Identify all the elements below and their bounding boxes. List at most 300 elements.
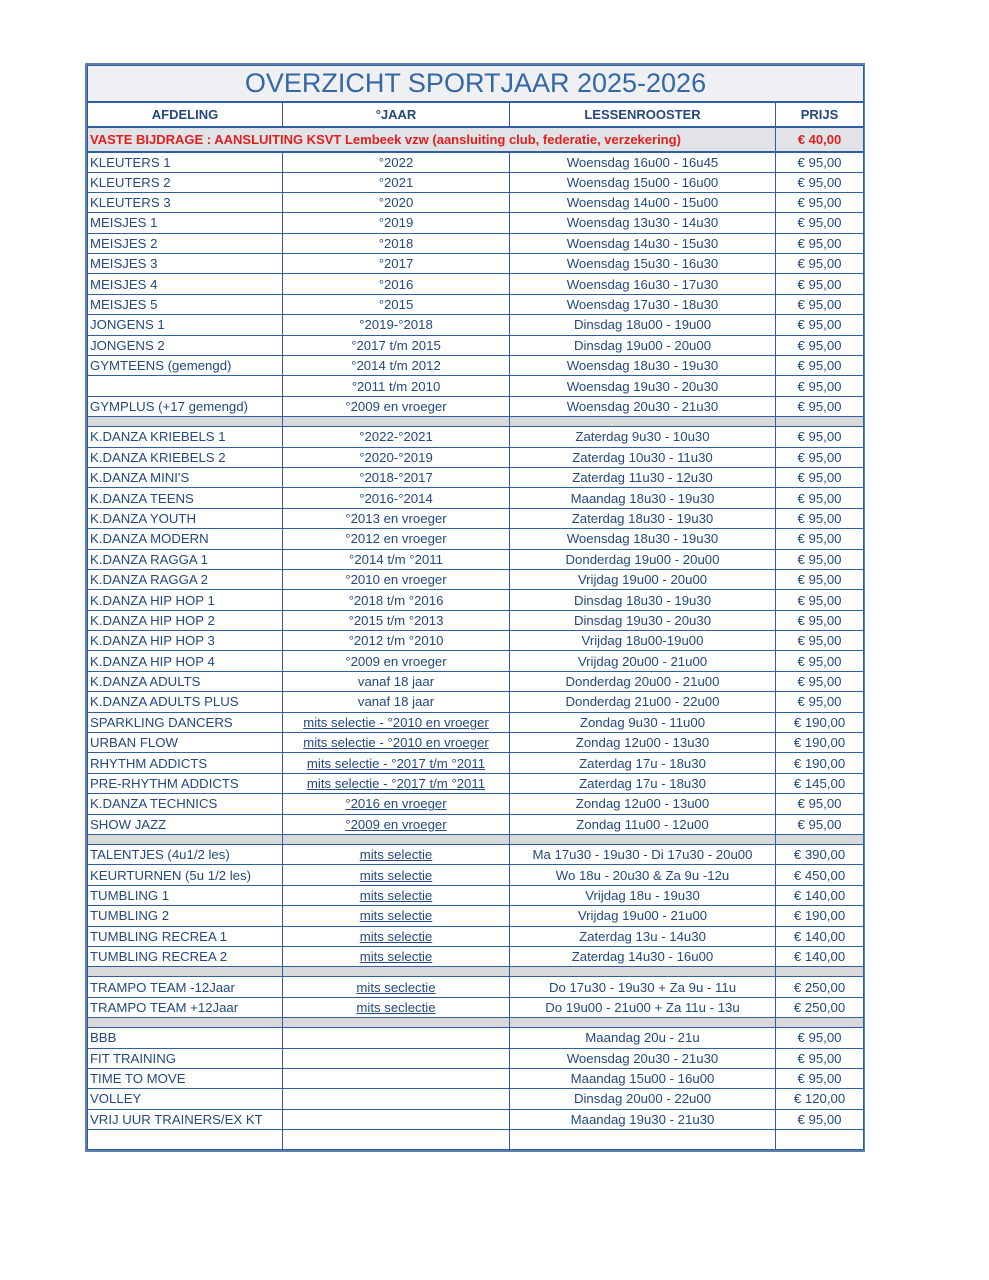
lessenrooster-cell-text: Ma 17u30 - 19u30 - Di 17u30 - 20u00 — [532, 847, 753, 863]
afdeling-cell-text: K.DANZA KRIEBELS 2 — [90, 449, 226, 465]
lessenrooster-cell — [510, 447, 776, 467]
lessenrooster-cell-text: Donderdag 20u00 - 21u00 — [565, 674, 720, 690]
lessenrooster-cell-text: Woensdag 14u30 - 15u30 — [566, 235, 719, 251]
lessenrooster-cell — [510, 488, 776, 508]
afdeling-cell-text: JONGENS 2 — [90, 337, 165, 353]
jaar-cell — [283, 773, 510, 793]
table-row — [88, 671, 864, 691]
afdeling-cell-text: K.DANZA HIP HOP 3 — [90, 633, 215, 649]
lessenrooster-cell — [510, 1109, 776, 1129]
jaar-cell-text: °2017 — [378, 256, 414, 272]
afdeling-cell-text: K.DANZA KRIEBELS 1 — [90, 429, 226, 445]
lessenrooster-cell — [510, 467, 776, 487]
jaar-cell — [283, 172, 510, 192]
table-row — [88, 1109, 864, 1129]
afdeling-cell — [88, 376, 283, 396]
jaar-cell — [283, 213, 510, 233]
separator-cell — [88, 835, 283, 845]
lessenrooster-cell-text: Do 19u00 - 21u00 + Za 11u - 13u — [545, 999, 740, 1015]
afdeling-cell-text: GYMTEENS (gemengd) — [90, 358, 232, 374]
table-row — [88, 396, 864, 416]
afdeling-cell-text: K.DANZA RAGGA 1 — [90, 551, 208, 567]
afdeling-cell-text: JONGENS 1 — [90, 317, 165, 333]
prijs-cell — [776, 651, 864, 671]
afdeling-cell-text: K.DANZA MODERN — [90, 531, 209, 547]
lessenrooster-cell — [510, 172, 776, 192]
prijs-cell-text: € 95,00 — [797, 510, 842, 526]
lessenrooster-cell-text: Dinsdag 20u00 - 22u00 — [573, 1091, 712, 1107]
separator-cell — [283, 1018, 510, 1028]
jaar-cell-text: vanaf 18 jaar — [357, 674, 435, 690]
table-row — [88, 315, 864, 335]
lessenrooster-cell — [510, 753, 776, 773]
header-jaar: °JAAR — [283, 102, 510, 127]
table-row — [88, 172, 864, 192]
title-row — [88, 66, 864, 102]
lessenrooster-cell — [510, 315, 776, 335]
afdeling-cell — [88, 1048, 283, 1068]
prijs-cell — [776, 610, 864, 630]
lessenrooster-cell-text: Woensdag 16u30 - 17u30 — [566, 276, 719, 292]
afdeling-cell — [88, 997, 283, 1017]
empty-cell — [776, 1130, 864, 1150]
jaar-cell — [283, 488, 510, 508]
lessenrooster-cell — [510, 335, 776, 355]
lessenrooster-cell — [510, 610, 776, 630]
lessenrooster-cell — [510, 529, 776, 549]
table-row — [88, 753, 864, 773]
jaar-cell-text: °2021 — [378, 174, 414, 190]
prijs-cell — [776, 529, 864, 549]
afdeling-cell — [88, 233, 283, 253]
prijs-cell — [776, 152, 864, 173]
lessenrooster-cell-text: Maandag 19u30 - 21u30 — [570, 1111, 715, 1127]
lessenrooster-cell — [510, 508, 776, 528]
jaar-cell-text: °2012 en vroeger — [345, 531, 447, 547]
lessenrooster-cell-text: Vrijdag 18u00-19u00 — [581, 633, 704, 649]
prijs-cell — [776, 1109, 864, 1129]
prijs-cell-text: € 190,00 — [793, 755, 846, 771]
table-row — [88, 508, 864, 528]
lessenrooster-cell — [510, 977, 776, 997]
lessenrooster-cell-text: Donderdag 19u00 - 20u00 — [565, 551, 720, 567]
lessenrooster-cell — [510, 549, 776, 569]
jaar-cell — [283, 376, 510, 396]
lessenrooster-cell-text: Zaterdag 18u30 - 19u30 — [571, 510, 714, 526]
table-row — [88, 356, 864, 376]
prijs-cell — [776, 356, 864, 376]
afdeling-cell — [88, 569, 283, 589]
table-row — [88, 712, 864, 732]
afdeling-cell-text: TRAMPO TEAM +12Jaar — [90, 999, 239, 1015]
jaar-cell — [283, 885, 510, 905]
afdeling-cell — [88, 946, 283, 966]
jaar-cell-text: °2020-°2019 — [359, 449, 433, 465]
afdeling-cell-text: RHYTHM ADDICTS — [90, 755, 208, 771]
prijs-cell-text: € 95,00 — [797, 174, 842, 190]
afdeling-cell — [88, 529, 283, 549]
prijs-cell — [776, 1089, 864, 1109]
afdeling-cell-text: BBB — [90, 1030, 117, 1046]
afdeling-cell-text: MEISJES 2 — [90, 235, 158, 251]
lessenrooster-cell — [510, 885, 776, 905]
afdeling-cell-text: KEURTURNEN (5u 1/2 les) — [90, 867, 251, 883]
prijs-cell-text: € 140,00 — [793, 949, 846, 965]
jaar-cell — [283, 671, 510, 691]
jaar-cell-text: mits selectie — [359, 867, 433, 883]
lessenrooster-cell — [510, 651, 776, 671]
jaar-cell-text: °2013 en vroeger — [345, 510, 447, 526]
prijs-cell — [776, 1028, 864, 1048]
separator-cell — [776, 417, 864, 427]
lessenrooster-cell — [510, 906, 776, 926]
prijs-cell-text: € 250,00 — [793, 979, 846, 995]
lessenrooster-cell-text: Woensdag 16u00 - 16u45 — [566, 154, 719, 170]
table-row — [88, 294, 864, 314]
prijs-cell — [776, 997, 864, 1017]
afdeling-cell — [88, 1028, 283, 1048]
jaar-cell-text: mits selectie — [359, 847, 433, 863]
jaar-cell — [283, 946, 510, 966]
afdeling-cell — [88, 427, 283, 447]
jaar-cell-text: °2015 — [378, 297, 414, 313]
prijs-cell-text: € 95,00 — [797, 1050, 842, 1066]
prijs-cell — [776, 885, 864, 905]
empty-row — [88, 1130, 864, 1150]
afdeling-cell — [88, 651, 283, 671]
fixed-fee-label: VASTE BIJDRAGE : AANSLUITING KSVT Lembeek vzw (aansluiting club, federatie, verzekering) — [88, 127, 776, 152]
afdeling-cell-text: TUMBLING RECREA 2 — [90, 949, 228, 965]
prijs-cell-text: € 145,00 — [793, 776, 846, 792]
lessenrooster-cell-text: Dinsdag 18u30 - 19u30 — [573, 592, 712, 608]
jaar-cell-text: °2012 t/m °2010 — [348, 633, 444, 649]
prijs-cell — [776, 671, 864, 691]
table-row — [88, 885, 864, 905]
afdeling-cell-text: TIME TO MOVE — [90, 1071, 186, 1087]
jaar-cell — [283, 192, 510, 212]
jaar-cell — [283, 1028, 510, 1048]
separator-cell — [510, 1018, 776, 1028]
table-row — [88, 447, 864, 467]
table-row — [88, 488, 864, 508]
lessenrooster-cell — [510, 590, 776, 610]
prijs-cell-text: € 95,00 — [797, 276, 842, 292]
afdeling-cell-text: SPARKLING DANCERS — [90, 714, 233, 730]
table-row — [88, 335, 864, 355]
jaar-cell — [283, 651, 510, 671]
afdeling-cell-text: K.DANZA TECHNICS — [90, 796, 218, 812]
prijs-cell-text: € 95,00 — [797, 694, 842, 710]
jaar-cell-text: °2011 t/m 2010 — [351, 378, 441, 394]
jaar-cell — [283, 335, 510, 355]
prijs-cell — [776, 335, 864, 355]
afdeling-cell-text: K.DANZA TEENS — [90, 490, 194, 506]
afdeling-cell — [88, 712, 283, 732]
header-lessenrooster: LESSENROOSTER — [510, 102, 776, 127]
table-row — [88, 590, 864, 610]
jaar-cell — [283, 396, 510, 416]
prijs-cell — [776, 814, 864, 834]
jaar-cell — [283, 1089, 510, 1109]
lessenrooster-cell-text: Vrijdag 19u00 - 21u00 — [577, 908, 708, 924]
afdeling-cell-text: K.DANZA YOUTH — [90, 510, 197, 526]
lessenrooster-cell — [510, 926, 776, 946]
lessenrooster-cell-text: Dinsdag 19u00 - 20u00 — [573, 337, 712, 353]
prijs-cell-text: € 95,00 — [797, 816, 842, 832]
afdeling-cell-text: TUMBLING RECREA 1 — [90, 928, 228, 944]
table-row — [88, 467, 864, 487]
jaar-cell — [283, 152, 510, 173]
empty-cell — [510, 1130, 776, 1150]
afdeling-cell-text: VRIJ UUR TRAINERS/EX KT — [90, 1111, 263, 1127]
lessenrooster-cell-text: Maandag 20u - 21u — [585, 1030, 700, 1046]
lessenrooster-cell — [510, 274, 776, 294]
lessenrooster-cell-text: Zaterdag 17u - 18u30 — [579, 755, 706, 771]
prijs-cell-text: € 190,00 — [793, 908, 846, 924]
afdeling-cell-text: TALENTJES (4u1/2 les) — [90, 847, 230, 863]
lessenrooster-cell-text: Woensdag 13u30 - 14u30 — [566, 215, 719, 231]
lessenrooster-cell-text: Zaterdag 9u30 - 10u30 — [575, 429, 710, 445]
afdeling-cell — [88, 1068, 283, 1088]
afdeling-cell-text: TUMBLING 1 — [90, 887, 170, 903]
lessenrooster-cell — [510, 254, 776, 274]
afdeling-cell-text: MEISJES 3 — [90, 256, 158, 272]
jaar-cell-text: °2018-°2017 — [359, 470, 433, 486]
prijs-cell-text: € 95,00 — [797, 154, 842, 170]
prijs-cell-text: € 95,00 — [797, 633, 842, 649]
afdeling-cell-text: K.DANZA MINI'S — [90, 470, 190, 486]
separator-cell — [88, 967, 283, 977]
table-row — [88, 254, 864, 274]
afdeling-cell — [88, 753, 283, 773]
afdeling-cell-text: PRE-RHYTHM ADDICTS — [90, 776, 239, 792]
afdeling-cell-text: K.DANZA HIP HOP 2 — [90, 612, 215, 628]
prijs-cell-text: € 95,00 — [797, 429, 842, 445]
prijs-cell-text: € 95,00 — [797, 796, 842, 812]
table-row — [88, 213, 864, 233]
prijs-cell-text: € 95,00 — [797, 1030, 842, 1046]
jaar-cell-text: °2016 en vroeger — [345, 796, 447, 812]
lessenrooster-cell-text: Woensdag 17u30 - 18u30 — [566, 297, 719, 313]
afdeling-cell-text: MEISJES 4 — [90, 276, 158, 292]
lessenrooster-cell-text: Woensdag 15u30 - 16u30 — [566, 256, 719, 272]
lessenrooster-cell — [510, 773, 776, 793]
prijs-cell-text: € 95,00 — [797, 358, 842, 374]
afdeling-cell — [88, 549, 283, 569]
prijs-cell — [776, 753, 864, 773]
schedule-body — [88, 152, 864, 1150]
jaar-cell — [283, 529, 510, 549]
prijs-cell-text: € 95,00 — [797, 612, 842, 628]
jaar-cell-text: °2014 t/m °2011 — [349, 551, 443, 567]
jaar-cell-text: °2015 t/m °2013 — [348, 612, 444, 628]
lessenrooster-cell — [510, 946, 776, 966]
prijs-cell — [776, 172, 864, 192]
afdeling-cell — [88, 447, 283, 467]
lessenrooster-cell-text: Vrijdag 19u00 - 20u00 — [577, 572, 708, 588]
table-row — [88, 794, 864, 814]
lessenrooster-cell-text: Dinsdag 19u30 - 20u30 — [573, 612, 712, 628]
afdeling-cell — [88, 467, 283, 487]
prijs-cell — [776, 1048, 864, 1068]
prijs-cell — [776, 549, 864, 569]
jaar-cell-text: mits selectie — [359, 887, 433, 903]
afdeling-cell — [88, 814, 283, 834]
prijs-cell-text: € 95,00 — [797, 1111, 842, 1127]
afdeling-cell — [88, 294, 283, 314]
jaar-cell-text: vanaf 18 jaar — [357, 694, 435, 710]
lessenrooster-cell-text: Maandag 18u30 - 19u30 — [570, 490, 715, 506]
jaar-cell — [283, 814, 510, 834]
separator-cell — [88, 1018, 283, 1028]
prijs-cell — [776, 794, 864, 814]
lessenrooster-cell — [510, 152, 776, 173]
prijs-cell-text: € 95,00 — [797, 398, 842, 414]
jaar-cell-text: mits selectie — [359, 928, 433, 944]
jaar-cell-text: mits selectie - °2010 en vroeger — [303, 735, 489, 751]
lessenrooster-cell — [510, 376, 776, 396]
prijs-cell — [776, 773, 864, 793]
afdeling-cell-text: MEISJES 1 — [90, 215, 158, 231]
afdeling-cell — [88, 865, 283, 885]
jaar-cell — [283, 590, 510, 610]
prijs-cell-text: € 95,00 — [797, 653, 842, 669]
afdeling-cell-text: K.DANZA HIP HOP 4 — [90, 653, 215, 669]
lessenrooster-cell-text: Zondag 9u30 - 11u00 — [579, 714, 706, 730]
separator-cell — [283, 417, 510, 427]
lessenrooster-cell-text: Maandag 15u00 - 16u00 — [570, 1071, 715, 1087]
prijs-cell-text: € 95,00 — [797, 215, 842, 231]
lessenrooster-cell-text: Zaterdag 11u30 - 12u30 — [572, 470, 713, 486]
prijs-cell — [776, 233, 864, 253]
lessenrooster-cell — [510, 794, 776, 814]
table-row — [88, 569, 864, 589]
table-row — [88, 1028, 864, 1048]
lessenrooster-cell — [510, 569, 776, 589]
header-afdeling: AFDELING — [88, 102, 283, 127]
lessenrooster-cell-text: Woensdag 20u30 - 21u30 — [566, 398, 719, 414]
jaar-cell — [283, 467, 510, 487]
afdeling-cell — [88, 254, 283, 274]
jaar-cell-text: °2022-°2021 — [359, 429, 433, 445]
jaar-cell — [283, 794, 510, 814]
jaar-cell-text: mits selectie — [359, 949, 433, 965]
separator-cell — [510, 835, 776, 845]
table-row — [88, 845, 864, 865]
table-row — [88, 610, 864, 630]
prijs-cell-text: € 95,00 — [797, 378, 842, 394]
lessenrooster-cell — [510, 865, 776, 885]
prijs-cell-text: € 95,00 — [797, 572, 842, 588]
lessenrooster-cell — [510, 1089, 776, 1109]
prijs-cell — [776, 508, 864, 528]
lessenrooster-cell — [510, 213, 776, 233]
header-prijs: PRIJS — [776, 102, 864, 127]
separator-cell — [776, 835, 864, 845]
afdeling-cell-text: MEISJES 5 — [90, 297, 158, 313]
afdeling-cell-text: K.DANZA ADULTS PLUS — [90, 694, 239, 710]
prijs-cell-text: € 95,00 — [797, 235, 842, 251]
afdeling-cell — [88, 733, 283, 753]
jaar-cell — [283, 926, 510, 946]
jaar-cell — [283, 865, 510, 885]
table-row — [88, 233, 864, 253]
lessenrooster-cell — [510, 294, 776, 314]
prijs-cell-text: € 95,00 — [797, 449, 842, 465]
prijs-cell — [776, 254, 864, 274]
fixed-fee-price: € 40,00 — [776, 127, 864, 152]
jaar-cell — [283, 906, 510, 926]
jaar-cell — [283, 274, 510, 294]
jaar-cell-text: °2014 t/m 2012 — [351, 358, 441, 374]
lessenrooster-cell — [510, 396, 776, 416]
table-row — [88, 152, 864, 173]
separator-cell — [88, 417, 283, 427]
jaar-cell — [283, 733, 510, 753]
lessenrooster-cell — [510, 814, 776, 834]
prijs-cell — [776, 315, 864, 335]
afdeling-cell-text: SHOW JAZZ — [90, 816, 167, 832]
table-row — [88, 1048, 864, 1068]
afdeling-cell-text: KLEUTERS 3 — [90, 195, 171, 211]
prijs-cell — [776, 447, 864, 467]
empty-cell — [88, 1130, 283, 1150]
lessenrooster-cell-text: Donderdag 21u00 - 22u00 — [565, 694, 720, 710]
jaar-cell-text: °2016-°2014 — [359, 490, 433, 506]
table-row — [88, 977, 864, 997]
prijs-cell-text: € 140,00 — [793, 887, 846, 903]
afdeling-cell-text: KLEUTERS 1 — [90, 154, 171, 170]
prijs-cell — [776, 712, 864, 732]
lessenrooster-cell — [510, 712, 776, 732]
schedule-sheet — [85, 63, 865, 1152]
group-separator — [88, 835, 864, 845]
afdeling-cell — [88, 977, 283, 997]
lessenrooster-cell-text: Zaterdag 13u - 14u30 — [579, 928, 706, 944]
prijs-cell-text: € 190,00 — [793, 714, 846, 730]
afdeling-cell — [88, 590, 283, 610]
afdeling-cell-text: URBAN FLOW — [90, 735, 178, 751]
lessenrooster-cell — [510, 997, 776, 1017]
group-separator — [88, 1018, 864, 1028]
schedule-table — [87, 65, 864, 1150]
afdeling-cell — [88, 335, 283, 355]
prijs-cell — [776, 569, 864, 589]
prijs-cell — [776, 467, 864, 487]
separator-cell — [776, 1018, 864, 1028]
jaar-cell-text: mits seclectie — [356, 979, 436, 995]
group-separator — [88, 417, 864, 427]
prijs-cell-text: € 95,00 — [797, 1071, 842, 1087]
lessenrooster-cell-text: Dinsdag 18u00 - 19u00 — [573, 317, 712, 333]
jaar-cell-text: °2009 en vroeger — [345, 653, 447, 669]
jaar-cell — [283, 631, 510, 651]
prijs-cell — [776, 946, 864, 966]
lessenrooster-cell-text: Zaterdag 14u30 - 16u00 — [571, 949, 714, 965]
lessenrooster-cell-text: Vrijdag 20u00 - 21u00 — [577, 653, 708, 669]
prijs-cell — [776, 977, 864, 997]
prijs-cell — [776, 692, 864, 712]
afdeling-cell-text: TRAMPO TEAM -12Jaar — [90, 979, 235, 995]
jaar-cell-text: mits seclectie — [356, 999, 436, 1015]
prijs-cell-text: € 95,00 — [797, 531, 842, 547]
prijs-cell — [776, 865, 864, 885]
jaar-cell-text: °2009 en vroeger — [345, 816, 447, 832]
prijs-cell-text: € 95,00 — [797, 490, 842, 506]
jaar-cell — [283, 569, 510, 589]
table-row — [88, 651, 864, 671]
table-row — [88, 427, 864, 447]
